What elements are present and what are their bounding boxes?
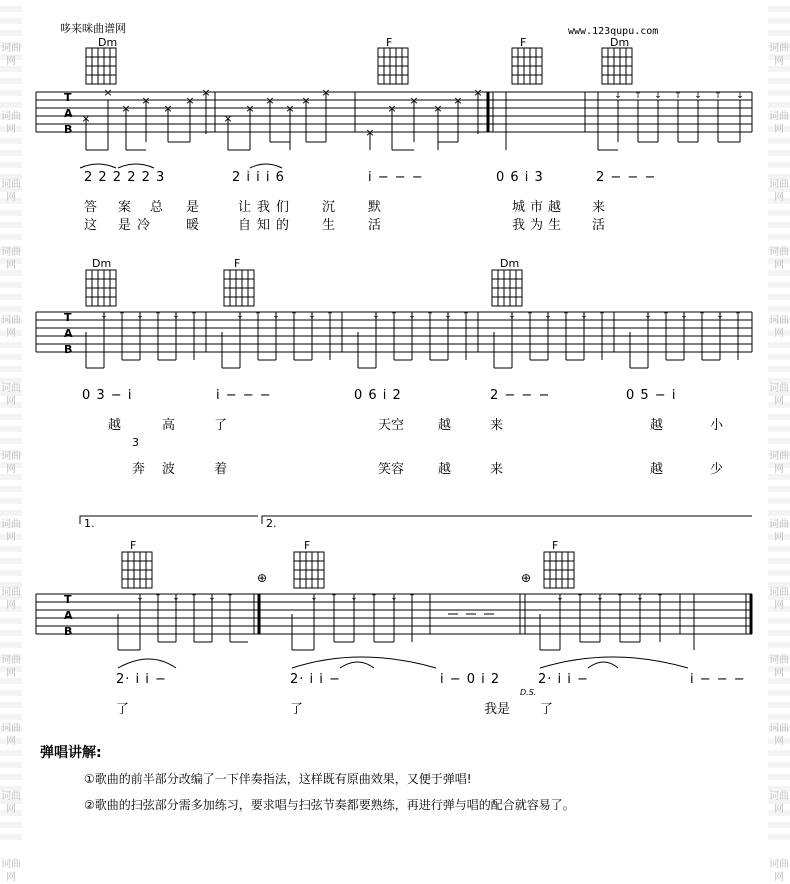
svg-text:↑: ↑	[290, 311, 298, 321]
chord-diagram-f	[512, 48, 542, 84]
lyric: 来	[592, 200, 606, 215]
lyric: 答	[84, 200, 98, 215]
jianpu-measure: 2· i i −	[116, 672, 167, 687]
lyric: 我为生	[512, 218, 567, 233]
svg-text:↑: ↑	[698, 311, 706, 321]
jianpu-measure: 2 2 2 2 2 3	[84, 170, 166, 185]
watermark-text: 词曲网	[769, 723, 789, 747]
svg-text:A: A	[64, 609, 73, 622]
chord-diagram-dm	[86, 270, 116, 306]
jianpu-measure: i − − −	[216, 388, 272, 403]
svg-text:T: T	[64, 311, 72, 324]
chord-diagram-dm	[602, 48, 632, 84]
watermark-text: 词曲网	[769, 791, 789, 815]
svg-text:↓: ↓	[272, 311, 280, 321]
svg-text:↓: ↓	[644, 311, 652, 321]
watermark-text: 词曲网	[1, 655, 21, 679]
lyric: 默	[368, 200, 382, 215]
svg-text:↑: ↑	[154, 593, 162, 603]
volta-bracket-1	[80, 516, 258, 524]
tab-clef-1	[64, 91, 73, 136]
commentary-title: 弹唱讲解:	[40, 745, 102, 761]
watermark-text: 词曲网	[1, 451, 21, 475]
commentary-item-1: ①歌曲的前半部分改编了一下伴奏指法，这样既有原曲效果，又便于弹唱!	[84, 772, 472, 786]
svg-text:×: ×	[141, 94, 151, 107]
svg-text:B: B	[64, 123, 73, 136]
lyric: 小	[710, 418, 724, 433]
chord-name-dm: Dm	[500, 257, 520, 270]
coda-signs	[257, 571, 531, 585]
svg-text:A: A	[64, 107, 73, 120]
chord-diagram-f	[544, 552, 574, 588]
jianpu-measure: i − − −	[368, 170, 424, 185]
svg-text:↑: ↑	[674, 91, 682, 101]
svg-text:×: ×	[265, 94, 275, 107]
lyric: 越	[438, 418, 452, 433]
watermark-text: 词曲网	[1, 723, 21, 747]
svg-text:↑: ↑	[370, 593, 378, 603]
svg-text:×: ×	[433, 102, 443, 115]
watermark-text: 词曲网	[769, 451, 789, 475]
lyric: 暖	[186, 218, 200, 233]
chord-name-f: F	[552, 539, 559, 552]
watermark-text: 词曲网	[1, 43, 21, 67]
jianpu-measure: 2 − − −	[490, 388, 551, 403]
chord-diagram-dm	[492, 270, 522, 306]
watermark-text: 词曲网	[1, 587, 21, 611]
svg-text:T: T	[64, 593, 72, 606]
lyric: 自知的	[238, 218, 296, 233]
lyric: 案	[118, 200, 132, 215]
svg-text:×: ×	[163, 102, 173, 115]
svg-text:⊕: ⊕	[256, 571, 268, 585]
jianpu-measure: i − − −	[690, 672, 746, 687]
svg-text:↓: ↓	[350, 593, 358, 603]
watermark-text: 词曲网	[1, 519, 21, 543]
lyric: 来	[490, 462, 504, 477]
lyric: 这	[84, 218, 98, 233]
svg-text:↓: ↓	[390, 593, 398, 603]
svg-text:×: ×	[103, 86, 113, 99]
tab-x-marks-1	[81, 86, 482, 139]
svg-text:↓: ↓	[556, 593, 564, 603]
lyric: 总	[150, 200, 164, 215]
watermark-text: 词曲网	[769, 111, 789, 135]
chord-name-f: F	[386, 36, 393, 49]
lyric: 奔	[132, 462, 146, 477]
lyric: 我是	[484, 702, 511, 717]
svg-text:↑: ↑	[118, 311, 126, 321]
lyric: 高	[162, 418, 176, 433]
svg-text:↓: ↓	[736, 91, 744, 101]
svg-text:↓: ↓	[580, 311, 588, 321]
svg-text:↓: ↓	[408, 311, 416, 321]
svg-text:↓: ↓	[308, 311, 316, 321]
svg-text:↑: ↑	[190, 593, 198, 603]
chord-name-f: F	[234, 257, 241, 270]
site-name: 哆来咪曲谱网	[60, 22, 126, 35]
svg-text:↑: ↑	[326, 311, 334, 321]
svg-text:×: ×	[365, 126, 375, 139]
chord-name-dm: Dm	[92, 257, 112, 270]
svg-text:↓: ↓	[544, 311, 552, 321]
svg-text:↓: ↓	[372, 311, 380, 321]
svg-text:⊕: ⊕	[520, 571, 532, 585]
svg-text:↓: ↓	[508, 311, 516, 321]
svg-text:↑: ↑	[714, 91, 722, 101]
lyric: 是冷	[118, 218, 157, 233]
lyric: 活	[592, 218, 606, 233]
chord-name-dm: Dm	[98, 36, 118, 49]
chord-diagram-dm	[86, 48, 116, 84]
svg-text:↓: ↓	[172, 311, 180, 321]
lyric: 了	[214, 418, 228, 433]
svg-text:×: ×	[301, 94, 311, 107]
svg-text:×: ×	[409, 94, 419, 107]
svg-text:↑: ↑	[616, 593, 624, 603]
watermark-text: 词曲网	[1, 179, 21, 203]
lyric: 笑容	[378, 462, 405, 477]
svg-text:↑: ↑	[190, 311, 198, 321]
svg-text:↑: ↑	[734, 311, 742, 321]
svg-text:↑: ↑	[526, 311, 534, 321]
svg-text:B: B	[64, 343, 73, 356]
svg-text:↑: ↑	[656, 593, 664, 603]
svg-text:↑: ↑	[390, 311, 398, 321]
svg-text:↑: ↑	[562, 311, 570, 321]
jianpu-measure: 0 6 i 2	[354, 388, 402, 403]
svg-text:↓: ↓	[596, 593, 604, 603]
chord-diagram-f	[378, 48, 408, 84]
chord-name-f: F	[130, 539, 137, 552]
svg-text:×: ×	[387, 102, 397, 115]
watermark-text: 词曲网	[769, 519, 789, 543]
svg-text:×: ×	[321, 86, 331, 99]
jianpu-measure: 2 i i i 6	[232, 170, 285, 185]
svg-text:B: B	[64, 625, 73, 638]
lyric: 波	[162, 462, 176, 477]
watermark-text: 词曲网	[1, 859, 21, 883]
lyric: 让我们	[238, 200, 296, 215]
svg-text:↓: ↓	[136, 311, 144, 321]
svg-text:×: ×	[453, 94, 463, 107]
lyric: 少	[710, 462, 724, 477]
svg-text:↓: ↓	[654, 91, 662, 101]
volta-2-label: 2.	[266, 517, 277, 530]
svg-text:T: T	[64, 91, 72, 104]
svg-text:↑: ↑	[462, 311, 470, 321]
svg-text:↑: ↑	[598, 311, 606, 321]
lyric: 活	[368, 218, 382, 233]
lyric: 是	[186, 200, 200, 215]
lyric: 越	[650, 418, 664, 433]
svg-text:↑: ↑	[254, 311, 262, 321]
watermark-text: 词曲网	[769, 587, 789, 611]
svg-text:↓: ↓	[208, 593, 216, 603]
svg-text:×: ×	[201, 86, 211, 99]
jianpu-measure: 2· i i −	[290, 672, 341, 687]
tab-clef-3	[64, 593, 73, 638]
svg-text:↑: ↑	[408, 593, 416, 603]
svg-text:↓: ↓	[636, 593, 644, 603]
svg-text:↑: ↑	[226, 593, 234, 603]
watermark-text: 词曲网	[769, 859, 789, 883]
lyric: 越	[108, 418, 122, 433]
volta-1-label: 1.	[84, 517, 95, 530]
svg-text:↓: ↓	[236, 311, 244, 321]
svg-text:↑: ↑	[634, 91, 642, 101]
lyric: 城市越	[512, 200, 567, 215]
svg-text:↑: ↑	[426, 311, 434, 321]
svg-text:↓: ↓	[310, 593, 318, 603]
lyric: 了	[290, 702, 304, 717]
lyric: 了	[116, 702, 130, 717]
lyric: 来	[490, 418, 504, 433]
svg-text:↑: ↑	[330, 593, 338, 603]
watermark-text: 词曲网	[769, 315, 789, 339]
watermark-text: 词曲网	[1, 111, 21, 135]
svg-text:↓: ↓	[100, 311, 108, 321]
svg-text:↑: ↑	[662, 311, 670, 321]
svg-text:A: A	[64, 327, 73, 340]
watermark-text: 词曲网	[769, 179, 789, 203]
svg-text:×: ×	[185, 94, 195, 107]
svg-text:↑: ↑	[154, 311, 162, 321]
jianpu-measure: 2 − − −	[596, 170, 657, 185]
chord-name-dm: Dm	[610, 36, 630, 49]
chord-diagram-f	[224, 270, 254, 306]
chord-diagram-f	[294, 552, 324, 588]
svg-text:↓: ↓	[172, 593, 180, 603]
watermark-text: 词曲网	[1, 791, 21, 815]
chord-name-f: F	[520, 36, 527, 49]
watermark-text: 词曲网	[1, 383, 21, 407]
svg-text:↓: ↓	[136, 593, 144, 603]
lyric: 着	[214, 462, 228, 477]
svg-text:↓: ↓	[444, 311, 452, 321]
site-url: www.123qupu.com	[568, 26, 659, 37]
svg-text:↓: ↓	[614, 91, 622, 101]
lyric: 天空	[378, 418, 405, 433]
svg-text:×: ×	[223, 112, 233, 125]
lyric: 沉	[322, 200, 336, 215]
svg-text:×: ×	[245, 102, 255, 115]
jianpu-measure: i − 0 i 2	[440, 672, 501, 687]
chord-name-f: F	[304, 539, 311, 552]
svg-text:×: ×	[121, 102, 131, 115]
jianpu-measure: 0 5 − i	[626, 388, 677, 403]
svg-text:↓: ↓	[694, 91, 702, 101]
svg-text:↓: ↓	[680, 311, 688, 321]
lyric: 生	[322, 218, 336, 233]
watermark-text: 词曲网	[769, 247, 789, 271]
volta-bracket-2	[262, 516, 752, 524]
commentary-item-2: ②歌曲的扫弦部分需多加练习，要求唱与扫弦节奏都要熟练，再进行弹与唱的配合就容易了。	[84, 798, 575, 812]
chord-diagram-f	[122, 552, 152, 588]
lyric: 越	[650, 462, 664, 477]
watermark-text: 词曲网	[769, 43, 789, 67]
watermark-text: 词曲网	[1, 247, 21, 271]
tab-clef-2	[64, 311, 73, 356]
watermark-text: 词曲网	[769, 655, 789, 679]
watermark-text: 词曲网	[1, 315, 21, 339]
svg-text:↑: ↑	[576, 593, 584, 603]
svg-text:×: ×	[285, 102, 295, 115]
lyric: 了	[540, 702, 554, 717]
svg-text:×: ×	[473, 86, 483, 99]
svg-text:↓: ↓	[716, 311, 724, 321]
jianpu-measure: 0 3 − i	[82, 388, 133, 403]
ds-marking: D.S.	[520, 688, 537, 697]
svg-text:×: ×	[81, 112, 91, 125]
lyric: 越	[438, 462, 452, 477]
tiny-note: 3	[132, 436, 139, 449]
watermark-text: 词曲网	[769, 383, 789, 407]
jianpu-measure: 0 6 i 3	[496, 170, 544, 185]
jianpu-measure: 2· i i −	[538, 672, 589, 687]
